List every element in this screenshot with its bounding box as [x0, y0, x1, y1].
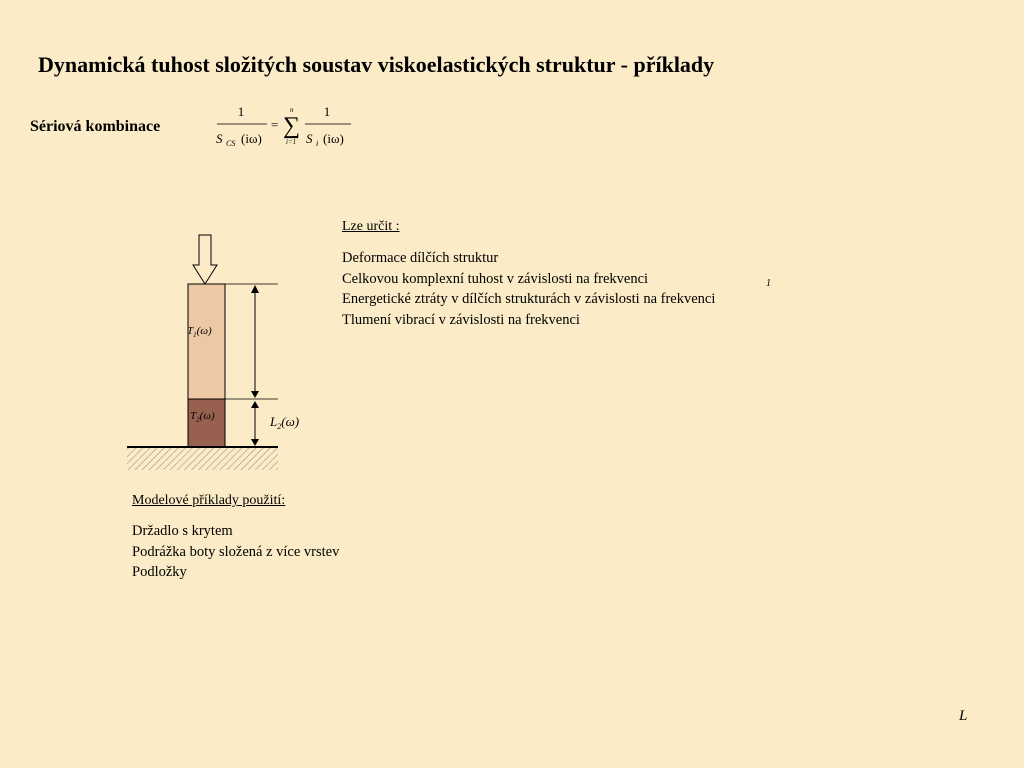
list-item: Energetické ztráty v dílčích strukturách v závislosti na frekvenci — [342, 291, 716, 308]
t2-label: $T_2(\omega)$ — [190, 410, 215, 424]
lhs-denominator-arg: (iω) — [241, 131, 262, 146]
list-item: Deformace dílčích struktur — [342, 250, 499, 266]
t1-label: $T_1(\omega)$ — [187, 325, 212, 339]
lower-layer-block — [188, 399, 225, 447]
rhs-numerator: 1 — [323, 104, 331, 119]
slide-title: Dynamická tuhost složitých soustav viskoelastických struktur - příklady — [38, 52, 715, 77]
rhs-denominator-sub: i — [316, 139, 319, 148]
series-combination-label: Sériová kombinace — [30, 118, 161, 135]
determine-list — [342, 248, 722, 330]
upper-dim-arrowhead-bottom — [251, 391, 259, 398]
corner-mark: L — [959, 708, 968, 724]
sum-upper-limit: n — [290, 106, 294, 114]
equals-sign: = — [271, 117, 279, 132]
list-item: Držadlo s krytem — [132, 523, 233, 539]
sum-lower-limit: i=1 — [286, 138, 297, 146]
l2-label: $L_2(\omega)$ — [270, 414, 300, 431]
upper-layer-block — [188, 284, 225, 399]
ground-hatching — [127, 448, 278, 470]
lower-dim-arrowhead-top — [251, 401, 259, 408]
examples-list — [132, 521, 452, 583]
lower-dim-arrowhead-bottom — [251, 439, 259, 446]
rhs-denominator-arg: (iω) — [323, 131, 344, 146]
lhs-numerator: 1 — [237, 104, 245, 119]
list-item: Podrážka boty složená z více vrstev — [132, 543, 340, 560]
sum-symbol: ∑ — [283, 113, 301, 139]
layered-structure-diagram — [120, 230, 320, 475]
series-formula — [205, 102, 365, 152]
rhs-denominator-s: S — [306, 131, 313, 146]
stray-mark: 1 — [766, 278, 771, 289]
lhs-denominator-sub: CS — [226, 139, 236, 148]
lhs-denominator-s: S — [216, 131, 223, 146]
list-item: Tlumení vibrací v závislosti na frekvenci — [342, 311, 580, 328]
list-item: Podložky — [132, 564, 187, 581]
determine-heading: Lze určit : — [342, 219, 400, 234]
examples-heading: Modelové příklady použití: — [132, 493, 286, 508]
load-arrow-icon — [193, 235, 217, 284]
upper-dim-arrowhead-top — [251, 285, 259, 293]
list-item: Celkovou komplexní tuhost v závislosti na frekvenci — [342, 270, 649, 287]
